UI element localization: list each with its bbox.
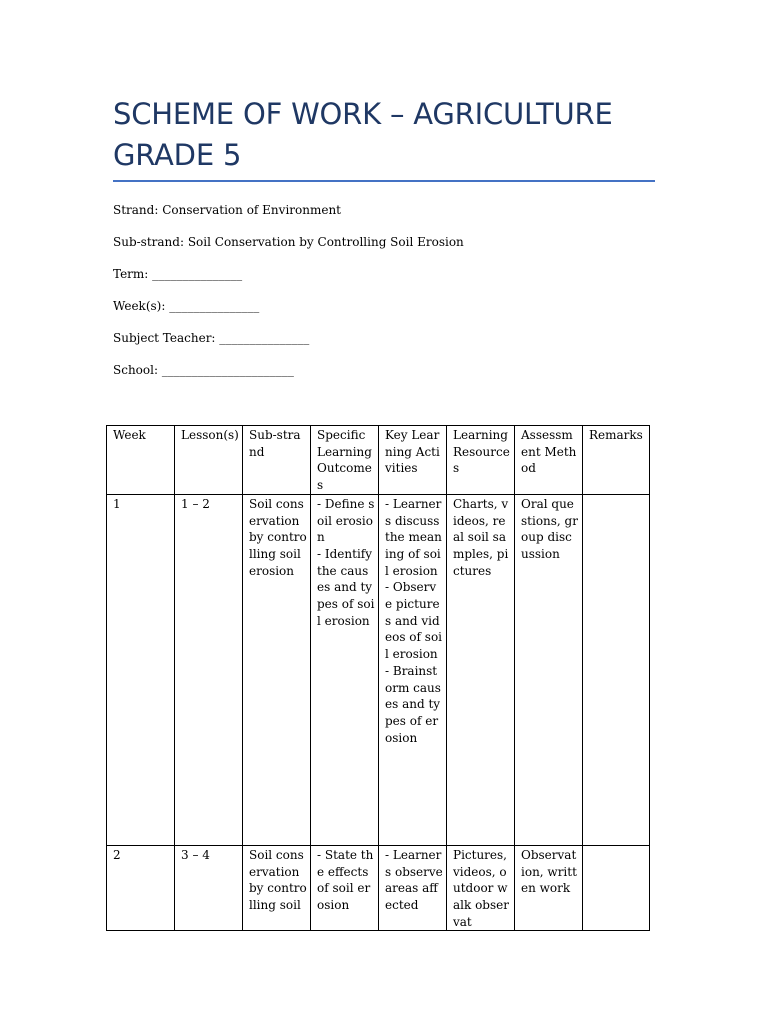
- header-learning-resources: Learning Resources: [447, 426, 515, 495]
- school-line: School: ______________________: [113, 363, 294, 377]
- cell-specific-learning-outcomes: [311, 494, 379, 845]
- activity-item: - Learners discuss the meaning of soil erosion: [385, 496, 442, 578]
- cell-week: 2: [107, 845, 175, 931]
- title-underline-rule: [113, 180, 655, 182]
- header-key-learning-activities: Key Learning Activities: [379, 426, 447, 495]
- cell-learning-resources: Pictures, videos, outdoor walk observat: [447, 845, 515, 931]
- cell-remarks: [583, 494, 650, 845]
- cell-assessment-method: Oral questions, group discussion: [515, 494, 583, 845]
- term-line: Term: _______________: [113, 267, 243, 281]
- activity-item: - Learners observe areas affected: [385, 847, 443, 912]
- cell-remarks: [583, 845, 650, 931]
- title-line-1: SCHEME OF WORK – AGRICULTURE: [113, 97, 613, 131]
- outcome-item: - Define soil erosion: [317, 496, 375, 545]
- cell-lessons: 3 – 4: [175, 845, 243, 931]
- header-remarks: Remarks: [583, 426, 650, 495]
- document-title: [113, 94, 673, 176]
- cell-learning-resources: Charts, videos, real soil samples, pictures: [447, 494, 515, 845]
- header-assessment-method: Assessment Method: [515, 426, 583, 495]
- header-specific-learning-outcomes: Specific Learning Outcomes: [311, 426, 379, 495]
- header-week: Week: [107, 426, 175, 495]
- cell-key-learning-activities: [379, 845, 447, 931]
- cell-sub-strand: Soil conservation by controlling soil: [243, 845, 311, 931]
- cell-lessons: 1 – 2: [175, 494, 243, 845]
- table-row: [107, 845, 650, 931]
- title-line-2: GRADE 5: [113, 138, 242, 172]
- table-header-row: [107, 426, 650, 495]
- cell-week: 1: [107, 494, 175, 845]
- header-lessons: Lesson(s): [175, 426, 243, 495]
- strand-line: Strand: Conservation of Environment: [113, 203, 341, 217]
- table-row: [107, 494, 650, 845]
- cell-specific-learning-outcomes: [311, 845, 379, 931]
- weeks-line: Week(s): _______________: [113, 299, 260, 313]
- scheme-of-work-table: [106, 425, 650, 931]
- cell-assessment-method: Observation, written work: [515, 845, 583, 931]
- sub-strand-line: Sub-strand: Soil Conservation by Controlling Soil Erosion: [113, 235, 464, 249]
- cell-sub-strand: Soil conservation by controlling soil erosion: [243, 494, 311, 845]
- activity-item: - Observe pictures and videos of soil erosion: [385, 580, 442, 662]
- outcome-item: - Identify the causes and types of soil erosion: [317, 546, 375, 628]
- header-sub-strand: Sub-strand: [243, 426, 311, 495]
- cell-key-learning-activities: [379, 494, 447, 845]
- activity-item: - Brainstorm causes and types of erosion: [385, 663, 441, 745]
- outcome-item: - State the effects of soil erosion: [317, 847, 374, 912]
- subject-teacher-line: Subject Teacher: _______________: [113, 331, 310, 345]
